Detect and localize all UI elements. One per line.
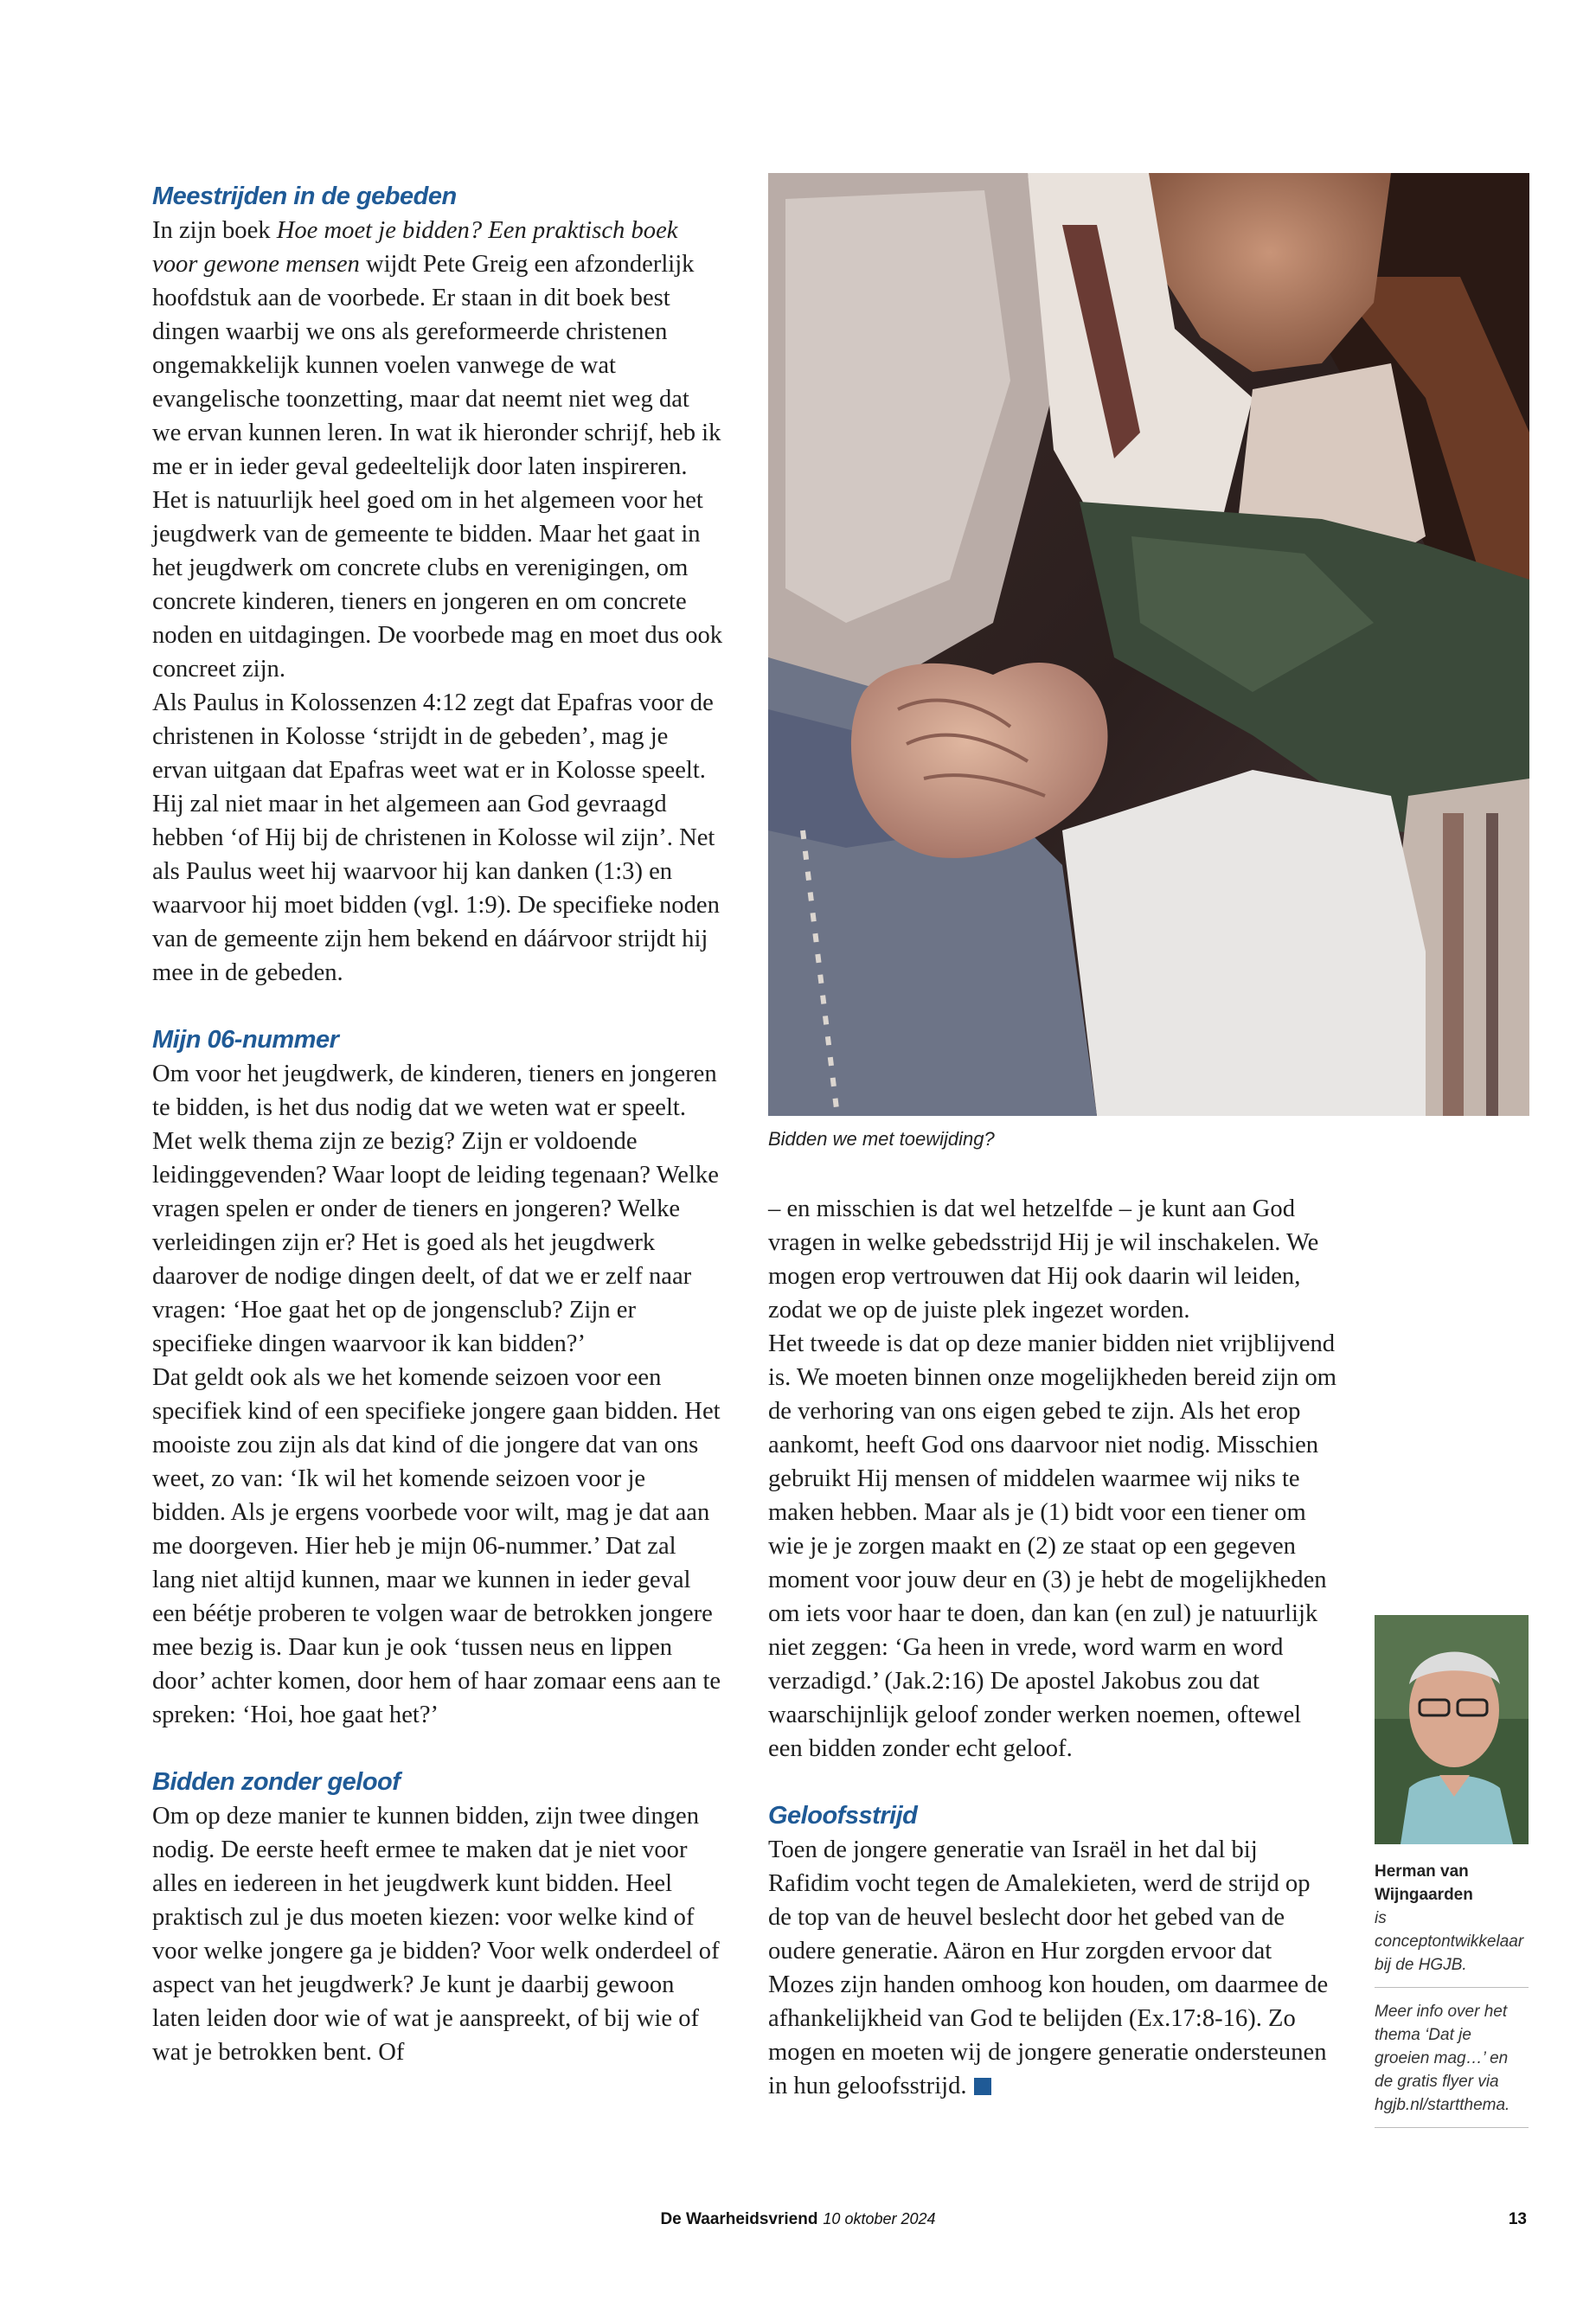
footer	[0, 2210, 1596, 2229]
paragraph: Om voor het jeugdwerk, de kinderen, tieners en jongeren te bidden, is het dus nodig dat we weten wat er speelt. Met welk thema zijn ze bezig? Zijn er voldoende leidinggevenden? Waar loopt de leiding tegenaan? Welke vragen spelen er onder de tieners en jongeren? Welke verleidingen zijn er? Het is goed als het jeugdwerk daarover de nodige dingen deelt, of dat we er zelf naar vragen: ‘Hoe gaat het op de jongensclub? Zijn er specifieke dingen waarvoor ik kan bidden?’	[152, 1061, 719, 1357]
section-body-meestrijden	[152, 214, 723, 990]
paragraph: Het tweede is dat op deze manier bidden niet vrijblijvend is. We moeten binnen onze mogelijkheden bereid zijn om de verhoring van ons eigen gebed te zijn. Als het erop aankomt, heeft God ons daarvoor niet nodig. Misschien gebruikt Hij mensen of middelen waarmee wij niks te maken hebben. Maar als je (1) bidt voor een tiener om wie je je zorgen maakt en (2) ze staat op een gegeven moment voor jouw deur en (3) je hebt de mogelijkheden om iets voor haar te doen, dan kan (en zul) je natuurlijk niet zeggen: ‘Ga heen in vrede, word warm en word verzadigd.’ (Jak.2:16) De apostel Jakobus zou dat waarschijnlijk geloof zonder werken noemen, oftewel een bidden zonder echt geloof.	[768, 1330, 1337, 1762]
issue-date: 10 oktober 2024	[823, 2210, 936, 2227]
paragraph: Het is natuurlijk heel goed om in het algemeen voor het jeugdwerk van de gemeente te bidden. Maar het gaat in het jeugdwerk om concrete clubs en verenigingen, om concrete kinderen, tieners en jongeren en om concrete noden en uitdagingen. De voorbede mag en moet dus ook concreet zijn.	[152, 487, 723, 683]
paragraph: Dat geldt ook als we het komende seizoen voor een specifiek kind of een specifieke jongere gaan bidden. Het mooiste zou zijn als dat kind of die jongere dat van ons weet, zo van: ‘Ik wil het komende seizoen voor je bidden. Als je ergens voorbede voor wilt, mag je dat aan me doorgeven. Hier heb je mijn 06-nummer.’ Dat zal lang niet altijd kunnen, maar we kunnen in ieder geval een béétje proberen te volgen waar de betrokken jongere mee bezig is. Daar kun je ook ‘tussen neus en lippen door’ achter komen, door hem of haar zomaar eens aan te spreken: ‘Hoi, hoe gaat het?’	[152, 1364, 721, 1728]
paragraph: – en misschien is dat wel hetzelfde – je kunt aan God vragen in welke gebedsstrijd Hij je wil inschakelen. We mogen erop vertrouwen dat Hij ook daarin wil leiden, zodat we op de juiste plek ingezet worden.	[768, 1195, 1319, 1324]
author-info	[1375, 1860, 1529, 2140]
paragraph: Toen de jongere generatie van Israël in het dal bij Rafidim vocht tegen de Amalekieten, werd de strijd op de top van de heuvel beslecht door het gebed van de oudere generatie. Aäron en Hur zorgden ervoor dat Mozes zijn handen omhoog kon houden, om daarmee de afhankelijkheid van God te belijden (Ex.17:8-16). Zo mogen en moeten wij de jongere generatie ondersteunen in hun geloofsstrijd.	[768, 1836, 1329, 2099]
paragraph: In zijn boek Hoe moet je bidden? Een praktisch boek voor gewone mensen wijdt Pete Greig een afzonderlijk hoofdstuk aan de voorbede. Er staan in dit boek best dingen waarbij we ons als gereformeerde christenen ongemakkelijk kunnen voelen vanwege de wat evangelische toonzetting, maar dat neemt niet weg dat we ervan kunnen leren. In wat ik hieronder schrijf, heb ik me er in ieder geval gedeeltelijk door laten inspireren.	[152, 217, 721, 480]
book-title: Hoe moet je bidden? Een praktisch boek voor gewone mensen	[152, 217, 678, 278]
section-body-geloofsstrijd	[768, 1833, 1339, 2103]
middle-column	[768, 1192, 1339, 2103]
left-column	[152, 180, 723, 2069]
author-role: is conceptontwikkelaar bij de HGJB.	[1375, 1909, 1524, 1974]
author-portrait-icon	[1375, 1615, 1529, 1844]
photo-caption: Bidden we met toewijding?	[768, 1128, 995, 1150]
author-photo	[1375, 1615, 1529, 1844]
page-number: 13	[1508, 2210, 1527, 2228]
end-mark-icon	[974, 2078, 991, 2095]
section-heading-meestrijden: Meestrijden in de gebeden	[152, 183, 457, 210]
paragraph: Om op deze manier te kunnen bidden, zijn twee dingen nodig. De eerste heeft ermee te maken dat je niet voor alles en iedereen in het jeugdwerk kunt bidden. Heel praktisch zul je dus moeten kiezen: voor welke kind of voor welke jongere ga je bidden? Voor welk onderdeel of aspect van het jeugdwerk? Je kunt je daarbij gewoon laten leiden door wie of wat je aanspreekt, of bij wie of wat je betrokken bent. Of	[152, 1803, 720, 2066]
section-body-zonder	[152, 1799, 723, 2069]
author-name: Herman van Wijngaarden	[1375, 1862, 1473, 1904]
magazine-name: De Waarheidsvriend	[660, 2210, 818, 2228]
section-heading-nummer: Mijn 06-nummer	[152, 1026, 339, 1054]
paragraph: Als Paulus in Kolossenzen 4:12 zegt dat Epafras voor de christenen in Kolosse ‘strijdt in de gebeden’, mag je ervan uitgaan dat Epafras weet wat er in Kolosse speelt. Hij zal niet maar in het algemeen aan God gevraagd hebben ‘of Hij bij de christenen in Kolosse wil zijn’. Net als Paulus weet hij waarvoor hij kan danken (1:3) en waarvoor hij moet bidden (vgl. 1:9). De specifieke noden van de gemeente zijn hem bekend en dáárvoor strijdt hij mee in de gebeden.	[152, 689, 720, 986]
section-body-zonder-continued	[768, 1192, 1339, 1766]
praying-hands-illustration	[768, 173, 1529, 1116]
divider	[1375, 2127, 1529, 2128]
article-photo	[768, 173, 1529, 1116]
section-body-nummer	[152, 1057, 723, 1732]
divider	[1375, 1987, 1529, 1988]
section-heading-zonder: Bidden zonder geloof	[152, 1768, 401, 1796]
section-heading-geloofsstrijd: Geloofsstrijd	[768, 1802, 918, 1830]
author-more-info: Meer info over het thema ‘Dat je groeien mag…’ en de gratis flyer via hgjb.nl/startthema.	[1375, 2003, 1510, 2114]
